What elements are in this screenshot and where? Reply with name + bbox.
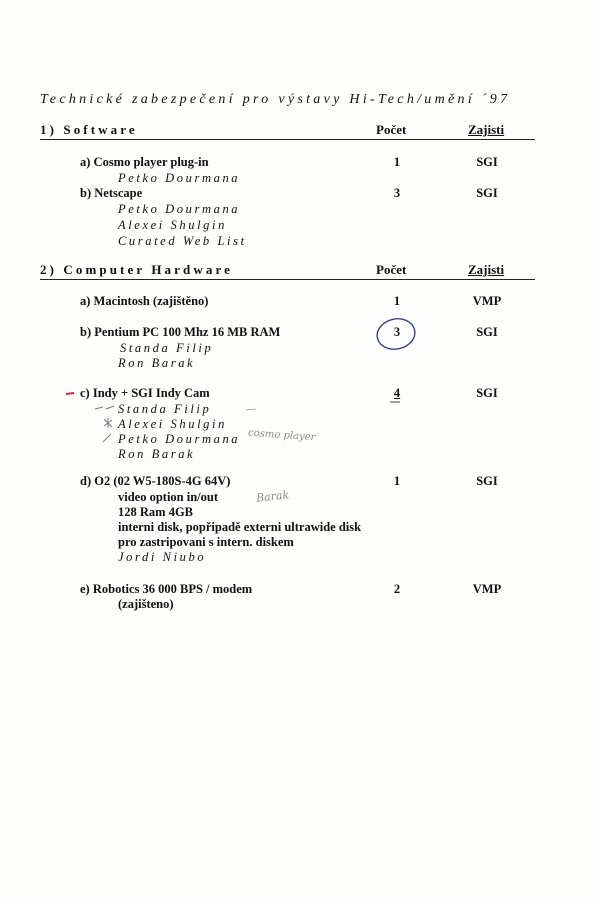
person-petko-dourmana: Petko Dourmana — [118, 432, 241, 446]
item-macintosh-provider: VMP — [472, 294, 502, 308]
item-o2-count: 1 — [393, 474, 401, 488]
person-alexei-shulgin: Alexei Shulgin — [118, 218, 227, 232]
robotics-detail-secured: (zajišteno) — [118, 597, 174, 611]
item-netscape-provider: SGI — [476, 186, 498, 200]
red-dash-mark — [66, 393, 74, 394]
handwritten-barak-note: Barak — [255, 488, 290, 505]
section-hardware-title: 2) Computer Hardware — [40, 262, 233, 277]
item-robotics-modem: e) Robotics 36 000 BPS / modem — [80, 582, 253, 596]
item-pentium-pc-count: 3 — [393, 325, 401, 339]
section-hardware-header — [40, 262, 535, 280]
o2-detail-ram: 128 Ram 4GB — [118, 505, 193, 519]
column-count-header: Počet — [376, 122, 407, 137]
item-indy-sgi-cam-provider: SGI — [476, 386, 498, 400]
item-o2: d) O2 (02 W5-180S-4G 64V) — [80, 474, 231, 488]
o2-detail-video: video option in/out — [118, 490, 219, 504]
column-provider-header: Zajisti — [468, 262, 505, 277]
handwritten-cosmo-note: cosmo player — [247, 427, 316, 444]
item-netscape-count: 3 — [393, 186, 401, 200]
o2-detail-stripe: pro zastripovani s intern. diskem — [118, 535, 294, 549]
check-mark-petko — [103, 434, 111, 442]
person-standa-filip: Standa Filip — [118, 402, 212, 416]
curated-web-list: Curated Web List — [118, 234, 247, 248]
item-robotics-modem-provider: VMP — [472, 582, 502, 596]
person-ron-barak: Ron Barak — [118, 356, 196, 370]
item-pentium-pc: b) Pentium PC 100 Mhz 16 MB RAM — [80, 325, 281, 339]
person-petko-dourmana: Petko Dourmana — [118, 171, 241, 185]
person-petko-dourmana: Petko Dourmana — [118, 202, 241, 216]
item-o2-provider: SGI — [476, 474, 498, 488]
section-software-title: 1) Software — [40, 122, 138, 137]
document-title: Technické zabezpečení pro výstavy Hi-Tech/umění ´97 — [40, 92, 511, 107]
pencil-stroke-mark — [246, 409, 256, 410]
item-cosmo-player: a) Cosmo player plug-in — [80, 155, 209, 169]
person-ron-barak: Ron Barak — [118, 447, 196, 461]
item-robotics-modem-count: 2 — [393, 582, 401, 596]
item-macintosh: a) Macintosh (zajištěno) — [80, 294, 209, 308]
item-indy-sgi-cam-count: 4 — [393, 386, 401, 400]
item-pentium-pc-provider: SGI — [476, 325, 498, 339]
item-macintosh-count: 1 — [393, 294, 401, 308]
item-indy-sgi-cam: c) Indy + SGI Indy Cam — [80, 386, 210, 400]
item-cosmo-player-count: 1 — [393, 155, 401, 169]
column-provider-header: Zajisti — [468, 122, 505, 137]
section-software-header — [40, 122, 535, 140]
person-standa-filip: Standa Filip — [120, 341, 214, 355]
check-mark-alexei — [104, 418, 112, 428]
person-jordi-niubo: Jordi Niubo — [118, 550, 207, 564]
check-mark-standa — [95, 406, 114, 409]
item-cosmo-player-provider: SGI — [476, 155, 498, 169]
o2-detail-disk: interni disk, popřipadě externi ultrawide disk — [118, 520, 362, 534]
column-count-header: Počet — [376, 262, 407, 277]
item-netscape: b) Netscape — [80, 186, 143, 200]
person-alexei-shulgin: Alexei Shulgin — [118, 417, 227, 431]
